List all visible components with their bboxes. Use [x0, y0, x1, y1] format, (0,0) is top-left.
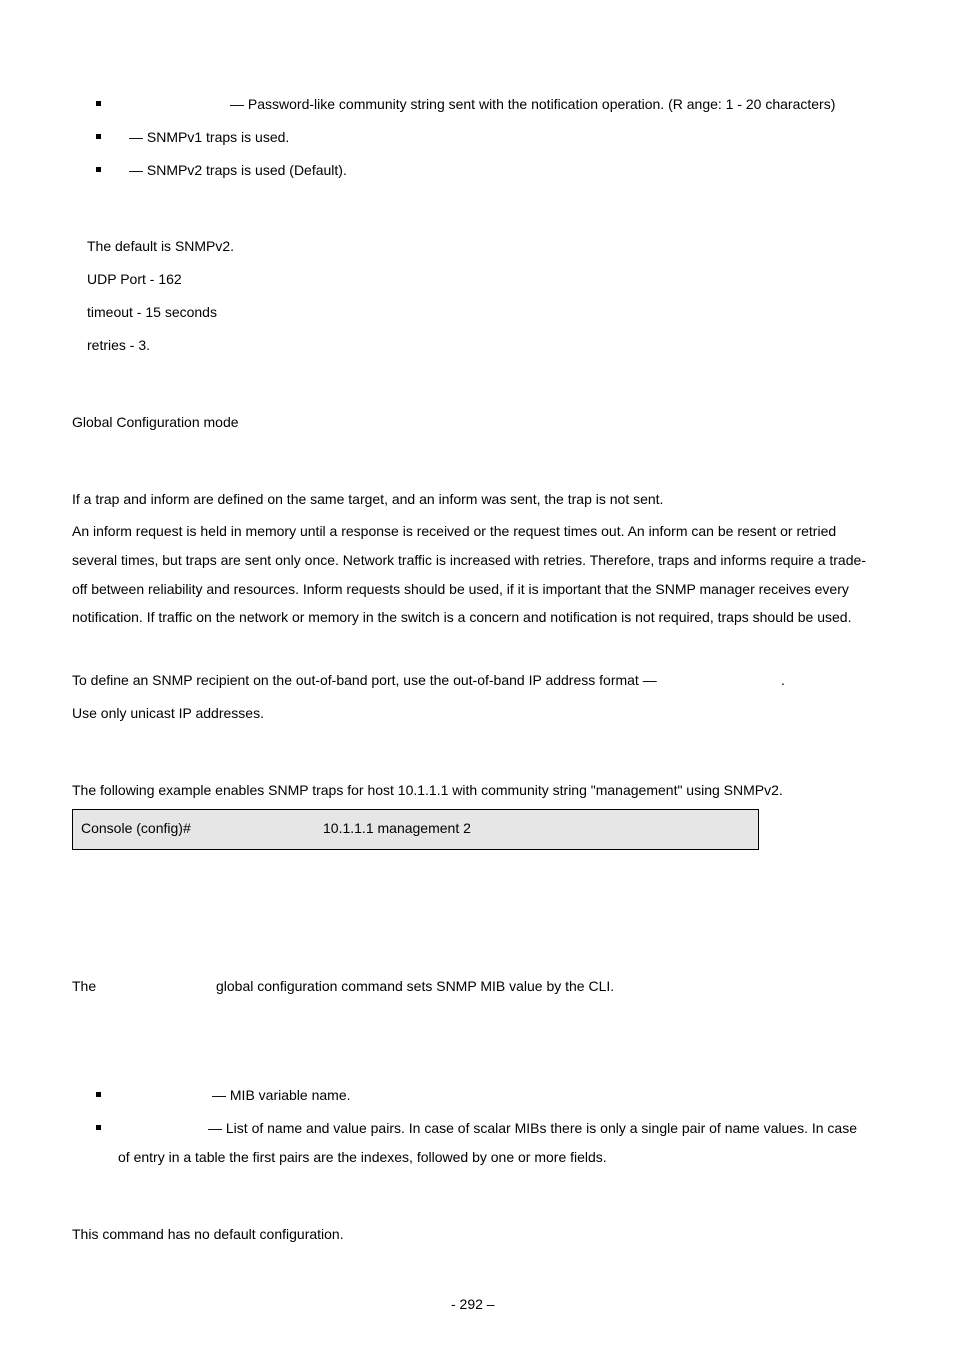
param-pairs-desc: — List of name and value pairs. In case of scalar MIBs there is only a single pair of name values. In case	[208, 1120, 857, 1136]
bullet-marker	[96, 134, 101, 139]
page-number: - 292 –	[451, 1296, 495, 1312]
param-community-desc: — Password-like community string sent with the notification operation. (R ange: 1 - 20 characters)	[230, 96, 836, 112]
section-intro-desc: global configuration command sets SNMP MIB value by the CLI.	[216, 978, 615, 994]
section-intro-the: The	[72, 978, 97, 994]
command-mode: Global Configuration mode	[72, 414, 239, 430]
guideline-inform-request: An inform request is held in memory until a response is received or the request times out. An inform can be resent or retried several times, but traps are sent only once. Network traffic is increased with retries. Therefore, traps and informs require a trade-off between reliability and resources. Inform requests should be used, if it is important that the SNMP manager receives every notification. If traffic on the network or memory in the switch is a concern and notification is not required, traps should be used.	[72, 523, 866, 626]
example-args: 10.1.1.1 management 2	[323, 820, 471, 836]
param-snmpv1-desc: — SNMPv1 traps is used.	[129, 129, 290, 145]
bullet-marker	[96, 1092, 101, 1097]
guideline-out-of-band-end: .	[781, 672, 785, 688]
bullet-marker	[96, 101, 101, 106]
bullet-marker	[96, 167, 101, 172]
example-description: The following example enables SNMP traps for host 10.1.1.1 with community string "management" using SNMPv2.	[72, 782, 783, 798]
default-timeout: timeout - 15 seconds	[87, 304, 217, 320]
guideline-trap-inform: If a trap and inform are defined on the same target, and an inform was sent, the trap is not sent.	[72, 491, 664, 507]
bullet-marker	[96, 1125, 101, 1130]
section-default: This command has no default configuration.	[72, 1226, 344, 1242]
param-snmpv2-desc: — SNMPv2 traps is used (Default).	[129, 162, 347, 178]
guideline-out-of-band: To define an SNMP recipient on the out-of-band port, use the out-of-band IP address format —	[72, 672, 657, 688]
param-pairs-desc-cont: of entry in a table the first pairs are the indexes, followed by one or more fields.	[118, 1149, 607, 1165]
param-variable-desc: — MIB variable name.	[212, 1087, 351, 1103]
default-retries: retries - 3.	[87, 337, 151, 353]
default-version: The default is SNMPv2.	[87, 238, 235, 254]
example-prompt: Console (config)#	[81, 820, 191, 836]
guideline-unicast: Use only unicast IP addresses.	[72, 705, 264, 721]
default-udp-port: UDP Port - 162	[87, 271, 182, 287]
